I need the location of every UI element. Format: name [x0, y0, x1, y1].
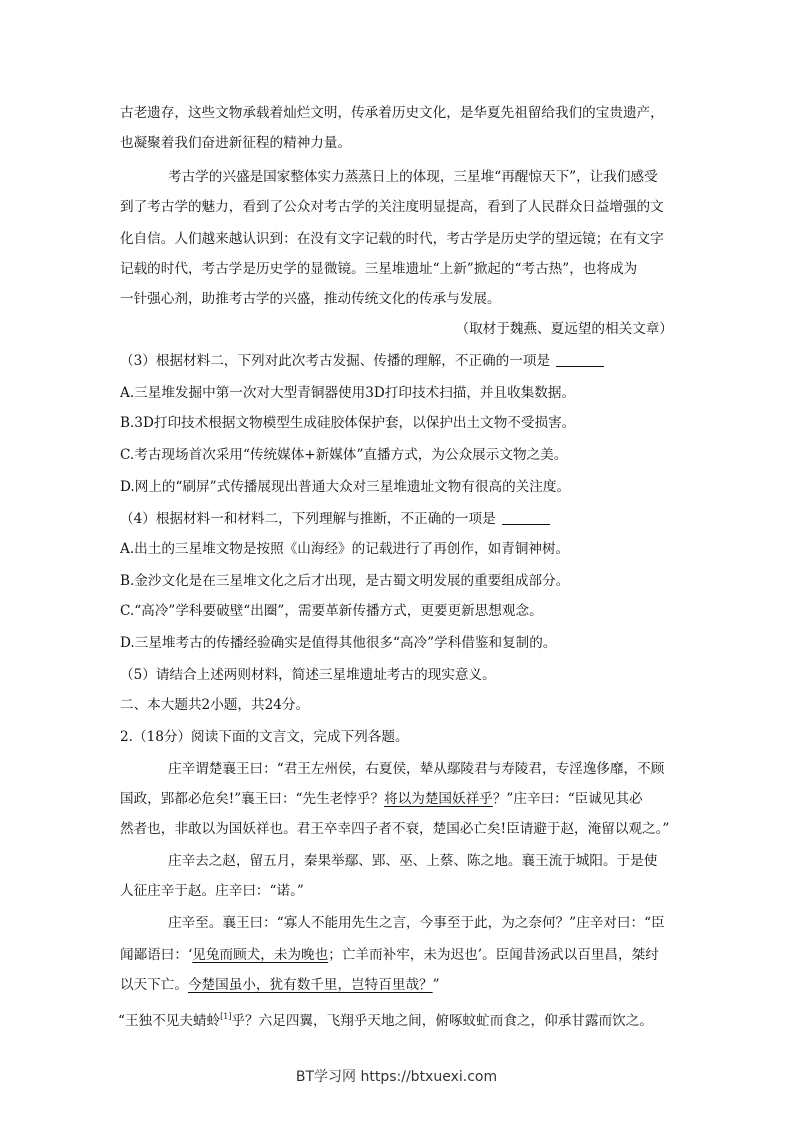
para-2-line-2: 到了考古学的魅力，看到了公众对考古学的关注度明显提高，看到了人民群众日益增强的文	[120, 199, 664, 215]
question-4-option-b: B.金沙文化是在三星堆文化之后才出现，是古蜀文明发展的重要组成部分。	[120, 573, 570, 589]
answer-blank[interactable]	[556, 352, 604, 367]
underlined-sentence: 将以为楚国妖祥乎	[384, 791, 493, 807]
question-5: （5）请结合上述两则材料，简述三星堆遗址考古的现实意义。	[120, 667, 496, 683]
question-3-option-d: D.网上的“刷屏”式传播展现出普通大众对三星堆遗址文物有很高的关注度。	[120, 479, 571, 495]
source-note: （取材于魏燕、夏远望的相关文章）	[455, 321, 673, 337]
question-4-option-c: C.“高冷”学科要破壁“出圈”，需要革新传播方式，更要更新思想观念。	[120, 603, 543, 619]
question-4-option-a: A.出土的三星堆文物是按照《山海经》的记载进行了再创作，如青铜神树。	[120, 541, 570, 557]
question-4-stem: （4）根据材料一和材料二，下列理解与推断，不正确的一项是	[120, 504, 673, 534]
question-3-stem: （3）根据材料二，下列对此次考古发掘、传播的理解，不正确的一项是	[120, 346, 673, 376]
classical-para-3-line-2: 闻鄙语曰：‘见兔而顾犬，未为晚也；亡羊而补牢，未为迟也’。臣闻昔汤武以百里昌，桀纣	[120, 947, 659, 963]
para-1-line-2: 也凝聚着我们奋进新征程的精神力量。	[120, 135, 352, 151]
question-2-heading: 2.（18分）阅读下面的文言文，完成下列各题。	[120, 729, 409, 745]
para-2-line-3: 化自信。人们越来越认识到：在没有文字记载的时代，考古学是历史学的望远镜；在有文字	[120, 231, 664, 247]
answer-blank[interactable]	[502, 510, 550, 525]
question-3-option-c: C.考古现场首次采用“传统媒体+新媒体”直播方式，为公众展示文物之美。	[120, 447, 568, 463]
classical-para-1-line-3: 然者也，非敢以为国妖祥也。君王卒幸四子者不衰，楚国必亡矣!臣请避于赵，淹留以观之。”	[120, 821, 670, 837]
para-2-line-4: 记载的时代，考古学是历史学的显微镜。三星堆遗址“上新”掀起的“考古热”，也将成为	[120, 261, 638, 277]
footnote-marker: [1]	[220, 1012, 232, 1021]
site-footer: BT学习网 https://btxuexi.com	[295, 1069, 498, 1085]
question-3-option-b: B.3D打印技术根据文物模型生成硅胶体保护套，以保护出土文物不受损害。	[120, 415, 576, 431]
underlined-sentence: 今楚国虽小，犹有数千里，岂特百里哉？	[187, 977, 433, 993]
para-2-line-1: 考古学的兴盛是国家整体实力蒸蒸日上的体现，三星堆“再醒惊天下”，让我们感受	[168, 169, 658, 185]
section-2-heading: 二、本大题共2小题，共24分。	[120, 697, 310, 713]
underlined-sentence: 见兔而顾犬，未为晚也	[192, 947, 329, 963]
classical-para-2-line-1: 庄辛去之赵，留五月，秦果举鄢、郢、巫、上蔡、陈之地。襄王流于城阳。于是使	[168, 853, 658, 869]
classical-para-3-line-1: 庄辛至。襄王曰：“寡人不能用先生之言，今事至于此，为之奈何？”庄辛对曰：“臣	[168, 915, 665, 931]
para-1-line-1: 古老遗存，这些文物承载着灿烂文明，传承着历史文化，是华夏先祖留给我们的宝贵遗产，	[120, 105, 664, 121]
classical-para-1-line-2: 国政，郢都必危矣!”襄王曰：“先生老悖乎？将以为楚国妖祥乎？”庄辛曰：“臣诚见其必	[120, 791, 643, 807]
classical-para-4-line-1: “王独不见夫蜻蛉[1]乎？六足四翼，飞翔乎天地之间，俯啄蚊虻而食之，仰承甘露而饮之。	[118, 1012, 653, 1029]
para-2-line-5: 一针强心剂，助推考古学的兴盛，推动传统文化的传承与发展。	[120, 291, 501, 307]
classical-para-2-line-2: 人征庄辛于赵。庄辛曰：“诺。”	[120, 883, 304, 899]
classical-para-1-line-1: 庄辛谓楚襄王曰：“君王左州侯，右夏侯，辇从鄢陵君与寿陵君，专淫逸侈靡，不顾	[168, 761, 665, 777]
question-3-option-a: A.三星堆发掘中第一次对大型青铜器使用3D打印技术扫描，并且收集数据。	[120, 385, 576, 401]
classical-para-3-line-3: 以天下亡。今楚国虽小，犹有数千里，岂特百里哉？”	[120, 977, 440, 993]
question-4-option-d: D.三星堆考古的传播经验确实是值得其他很多“高冷”学科借鉴和复制的。	[120, 635, 557, 651]
